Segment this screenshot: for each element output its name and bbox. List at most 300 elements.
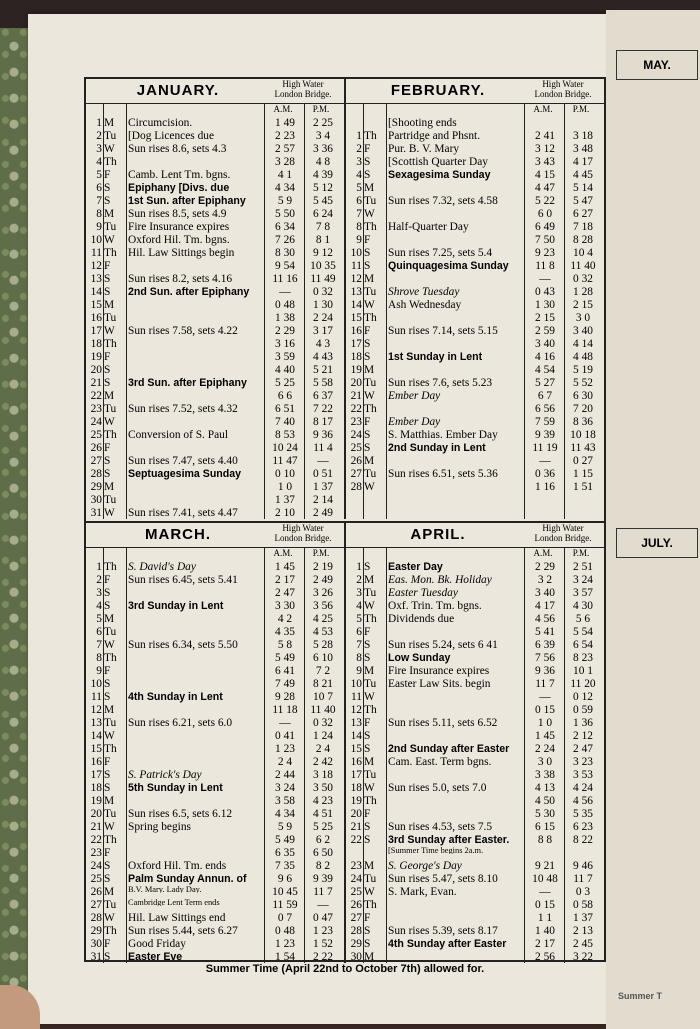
- day-row: [346, 795, 604, 808]
- month-name: APRIL.: [410, 526, 466, 543]
- day-row: [346, 665, 604, 678]
- high-water-am: 9 54: [275, 260, 295, 272]
- high-water-am: 0 7: [277, 912, 293, 924]
- weekday: W: [104, 912, 115, 924]
- month-february: [346, 79, 604, 519]
- day-number: 9: [356, 665, 362, 677]
- day-number: 28: [90, 912, 102, 924]
- high-water-pm: 4 43: [313, 351, 333, 363]
- day-row: [86, 717, 344, 730]
- high-water-pm: 7 8: [315, 221, 331, 233]
- day-row: [346, 403, 604, 416]
- day-row: [86, 873, 344, 886]
- day-note: Sun rises 6.5, sets 6.12: [128, 808, 233, 820]
- day-row: [346, 234, 604, 247]
- high-water-am: 1 40: [535, 925, 555, 937]
- day-note: Cam. East. Term bgns.: [388, 756, 492, 768]
- month-name: FEBRUARY.: [390, 82, 486, 99]
- day-row: [346, 195, 604, 208]
- day-number: 7: [356, 208, 362, 220]
- high-water-am: 3 30: [275, 600, 295, 612]
- day-list: [346, 117, 604, 494]
- high-water-pm: 9 12: [313, 247, 333, 259]
- high-water-am: 5 49: [275, 652, 295, 664]
- high-water-pm: 11 40: [310, 704, 336, 716]
- high-water-pm: 9 36: [313, 429, 333, 441]
- high-water-pm: 3 18: [573, 130, 593, 142]
- day-number: 30: [90, 494, 102, 506]
- high-water-pm: 1 15: [573, 468, 593, 480]
- high-water-am: 2 29: [275, 325, 295, 337]
- high-water-pm: 5 47: [573, 195, 593, 207]
- high-water-pm: 3 0: [575, 312, 591, 324]
- high-water-am: 9 36: [535, 665, 555, 677]
- day-number: 21: [90, 821, 102, 833]
- weekday: F: [364, 325, 371, 337]
- day-note: S. Matthias. Ember Day: [388, 429, 498, 441]
- high-water-pm: 4 8: [315, 156, 331, 168]
- high-water-am: 7 35: [275, 860, 295, 872]
- day-row: [346, 730, 604, 743]
- high-water-pm: 8 17: [313, 416, 333, 428]
- day-number: 5: [356, 613, 362, 625]
- weekday: Tu: [104, 626, 117, 638]
- weekday: F: [364, 234, 371, 246]
- high-water-pm: 6 23: [573, 821, 593, 833]
- pm-label: P.M.: [312, 548, 330, 558]
- weekday: S: [104, 678, 111, 690]
- weekday: M: [104, 481, 115, 493]
- high-water-pm: —: [317, 899, 329, 911]
- day-number: 6: [96, 626, 102, 638]
- day-note: Easter Day: [388, 561, 443, 573]
- high-water-pm: 2 49: [313, 574, 333, 586]
- high-water-pm: 0 32: [313, 717, 333, 729]
- high-water-pm: 4 51: [313, 808, 333, 820]
- day-row: [86, 481, 344, 494]
- day-number: 29: [350, 938, 362, 950]
- next-page-edge: [606, 10, 700, 1029]
- high-water-am: 0 48: [275, 925, 295, 937]
- high-water-am: 2 24: [535, 743, 555, 755]
- day-row: [86, 704, 344, 717]
- day-number: 17: [350, 769, 362, 781]
- high-water-am: 9 6: [277, 873, 293, 885]
- high-water-label: High Water London Bridge.: [274, 79, 332, 99]
- weekday: W: [104, 416, 115, 428]
- day-number: 14: [90, 286, 102, 298]
- day-number: 4: [96, 156, 102, 168]
- high-water-pm: 1 24: [313, 730, 333, 742]
- day-note: [Shooting ends: [388, 117, 457, 129]
- day-list: [86, 117, 344, 520]
- high-water-am: 1 0: [277, 481, 293, 493]
- high-water-am: 6 6: [277, 390, 293, 402]
- day-row: [86, 130, 344, 143]
- high-water-pm: 10 1: [573, 665, 593, 677]
- high-water-pm: 4 53: [313, 626, 333, 638]
- weekday: W: [104, 234, 115, 246]
- day-row: [86, 626, 344, 639]
- day-row: [86, 938, 344, 951]
- day-row: [86, 195, 344, 208]
- weekday: F: [364, 808, 371, 820]
- day-row: [346, 860, 604, 873]
- high-water-am: 6 39: [535, 639, 555, 651]
- day-row: [86, 743, 344, 756]
- day-note: Sun rises 6.34, sets 5.50: [128, 639, 238, 651]
- weekday: S: [364, 639, 371, 651]
- day-row: [346, 717, 604, 730]
- high-water-am: 3 38: [535, 769, 555, 781]
- high-water-pm: 5 54: [573, 626, 593, 638]
- day-row: [86, 678, 344, 691]
- day-row: [86, 455, 344, 468]
- high-water-am: 8 30: [275, 247, 295, 259]
- day-row: [346, 468, 604, 481]
- day-row: [86, 468, 344, 481]
- weekday: Th: [364, 312, 377, 324]
- day-number: 16: [350, 325, 362, 337]
- day-row: [86, 912, 344, 925]
- day-note: 4th Sunday after Easter: [388, 938, 507, 950]
- high-water-am: 2 59: [535, 325, 555, 337]
- day-row: [86, 665, 344, 678]
- day-number: 23: [350, 860, 362, 872]
- day-number: 23: [350, 416, 362, 428]
- high-water-pm: 2 25: [313, 117, 333, 129]
- day-row: [86, 507, 344, 520]
- high-water-pm: 3 48: [573, 143, 593, 155]
- day-row: [86, 808, 344, 821]
- day-row: [86, 286, 344, 299]
- high-water-pm: 1 23: [313, 925, 333, 937]
- day-row: [346, 286, 604, 299]
- high-water-pm: 4 48: [573, 351, 593, 363]
- high-water-am: 0 41: [275, 730, 295, 742]
- high-water-am: 6 35: [275, 847, 295, 859]
- weekday: M: [104, 299, 115, 311]
- day-row: [346, 143, 604, 156]
- weekday: Th: [104, 156, 117, 168]
- day-number: 7: [96, 195, 102, 207]
- day-row: [86, 494, 344, 507]
- weekday: S: [364, 338, 371, 350]
- high-water-pm: 6 54: [573, 639, 593, 651]
- day-note: Dividends due: [388, 613, 455, 625]
- high-water-am: 2 23: [275, 130, 295, 142]
- high-water-pm: 8 21: [313, 678, 333, 690]
- day-number: 16: [90, 312, 102, 324]
- day-number: 25: [350, 886, 362, 898]
- high-water-am: 7 40: [275, 416, 295, 428]
- day-number: 18: [90, 338, 102, 350]
- day-row: [346, 691, 604, 704]
- day-row: [346, 455, 604, 468]
- high-water-pm: 2 47: [573, 743, 593, 755]
- day-number: 19: [350, 364, 362, 376]
- day-number: 26: [350, 899, 362, 911]
- high-water-am: 6 34: [275, 221, 295, 233]
- high-water-am: 9 21: [535, 860, 555, 872]
- day-note: Circumcision.: [128, 117, 193, 129]
- day-row: [346, 117, 604, 130]
- day-row: [86, 652, 344, 665]
- weekday: S: [364, 730, 371, 742]
- weekday: S: [364, 156, 371, 168]
- high-water-pm: 3 50: [313, 782, 333, 794]
- day-note: 2nd Sun. after Epiphany: [128, 286, 250, 298]
- weekday: W: [104, 730, 115, 742]
- weekday: Tu: [104, 221, 117, 233]
- weekday: W: [364, 390, 375, 402]
- day-note: Half-Quarter Day: [388, 221, 469, 233]
- weekday: F: [104, 756, 111, 768]
- day-number: 12: [90, 704, 102, 716]
- high-water-am: 3 43: [535, 156, 555, 168]
- day-number: 13: [350, 286, 362, 298]
- high-water-pm: —: [317, 455, 329, 467]
- day-note: Eas. Mon. Bk. Holiday: [388, 574, 492, 586]
- day-number: 16: [350, 756, 362, 768]
- high-water-pm: 3 17: [313, 325, 333, 337]
- day-row: [86, 600, 344, 613]
- weekday: F: [104, 442, 111, 454]
- day-number: 14: [350, 730, 362, 742]
- day-row: [346, 561, 604, 574]
- day-note: 3rd Sun. after Epiphany: [128, 377, 247, 389]
- high-water-am: 4 50: [535, 795, 555, 807]
- high-water-am: 6 41: [275, 665, 295, 677]
- day-note: Sun rises 7.25, sets 5.4: [388, 247, 493, 259]
- day-number: 3: [96, 587, 102, 599]
- high-water-pm: 7 22: [313, 403, 333, 415]
- next-page-july-header: JULY.: [616, 528, 698, 558]
- day-note: S. Patrick's Day: [128, 769, 202, 781]
- weekday: F: [104, 260, 111, 272]
- day-number: 23: [90, 403, 102, 415]
- high-water-am: 3 40: [535, 338, 555, 350]
- weekday: S: [364, 743, 371, 755]
- high-water-am: 1 0: [537, 717, 553, 729]
- day-row: [346, 782, 604, 795]
- high-water-pm: 5 14: [573, 182, 593, 194]
- weekday: M: [104, 795, 115, 807]
- high-water-am: 2 4: [277, 756, 293, 768]
- high-water-pm: 5 21: [313, 364, 333, 376]
- weekday: W: [104, 325, 115, 337]
- high-water-pm: 0 32: [573, 273, 593, 285]
- high-water-am: 11 59: [272, 899, 298, 911]
- day-number: 4: [356, 600, 362, 612]
- high-water-am: 3 24: [275, 782, 295, 794]
- day-number: 15: [350, 312, 362, 324]
- day-note: Pur. B. V. Mary: [388, 143, 460, 155]
- day-number: 21: [90, 377, 102, 389]
- high-water-pm: 6 27: [573, 208, 593, 220]
- high-water-am: 1 23: [275, 938, 295, 950]
- high-water-am: 5 30: [535, 808, 555, 820]
- day-note: Oxf. Trin. Tm. bgns.: [388, 600, 482, 612]
- day-number: 25: [90, 429, 102, 441]
- day-note: Sun rises 5.39, sets 8.17: [388, 925, 498, 937]
- day-note: Sun rises 7.47, sets 4.40: [128, 455, 238, 467]
- weekday: M: [364, 364, 375, 376]
- weekday: W: [364, 208, 375, 220]
- weekday: M: [364, 182, 375, 194]
- day-row: [86, 429, 344, 442]
- day-number: 16: [90, 756, 102, 768]
- weekday: Tu: [104, 808, 117, 820]
- day-row: [346, 704, 604, 717]
- weekday: Tu: [364, 587, 377, 599]
- high-water-am: 7 49: [275, 678, 295, 690]
- weekday: Th: [104, 652, 117, 664]
- weekday: S: [364, 652, 371, 664]
- weekday: W: [364, 600, 375, 612]
- day-number: 6: [356, 195, 362, 207]
- high-water-pm: 1 37: [313, 481, 333, 493]
- day-note: Spring begins: [128, 821, 191, 833]
- day-row: [346, 574, 604, 587]
- high-water-am: 5 27: [535, 377, 555, 389]
- day-number: 14: [90, 730, 102, 742]
- day-number: 8: [96, 208, 102, 220]
- weekday: M: [364, 574, 375, 586]
- day-number: 27: [90, 455, 102, 467]
- high-water-pm: 9 46: [573, 860, 593, 872]
- day-row: [86, 208, 344, 221]
- high-water-am: 5 9: [277, 821, 293, 833]
- day-number: 28: [350, 925, 362, 937]
- day-row: [346, 351, 604, 364]
- day-number: 13: [90, 273, 102, 285]
- weekday: F: [364, 912, 371, 924]
- day-number: 7: [356, 639, 362, 651]
- weekday: S: [104, 195, 111, 207]
- am-label: A.M.: [533, 548, 553, 558]
- day-row: [86, 574, 344, 587]
- day-note: Sun rises 5.24, sets 6 41: [388, 639, 498, 651]
- day-number: 9: [96, 221, 102, 233]
- weekday: F: [104, 169, 111, 181]
- high-water-am: 3 0: [537, 756, 553, 768]
- weekday: Th: [364, 613, 377, 625]
- high-water-am: 10 45: [272, 886, 298, 898]
- day-row: [346, 221, 604, 234]
- day-number: 13: [350, 717, 362, 729]
- high-water-am: 2 10: [275, 507, 295, 519]
- high-water-am: 5 8: [277, 639, 293, 651]
- day-note: 3rd Sunday in Lent: [128, 600, 224, 612]
- high-water-am: —: [539, 886, 551, 898]
- high-water-pm: 6 10: [313, 652, 333, 664]
- day-number: 4: [96, 600, 102, 612]
- high-water-am: 4 34: [275, 182, 295, 194]
- weekday: M: [104, 208, 115, 220]
- weekday: F: [364, 717, 371, 729]
- high-water-pm: 2 12: [573, 730, 593, 742]
- weekday: S: [104, 782, 111, 794]
- day-number: 8: [96, 652, 102, 664]
- high-water-pm: 0 47: [313, 912, 333, 924]
- day-number: 15: [90, 299, 102, 311]
- high-water-pm: 11 49: [310, 273, 336, 285]
- day-number: 6: [96, 182, 102, 194]
- day-row: [86, 834, 344, 847]
- high-water-pm: 3 18: [313, 769, 333, 781]
- day-note: Ember Day: [388, 390, 441, 402]
- day-note: Hil. Law Sittings begin: [128, 247, 235, 259]
- day-note: Sun rises 5.47, sets 8.10: [388, 873, 498, 885]
- weekday: W: [364, 481, 375, 493]
- high-water-pm: 11 40: [570, 260, 596, 272]
- weekday: S: [364, 821, 371, 833]
- high-water-pm: 10 18: [570, 429, 596, 441]
- high-water-pm: 4 14: [573, 338, 593, 350]
- weekday: S: [104, 286, 111, 298]
- high-water-am: 2 57: [275, 143, 295, 155]
- day-number: 19: [90, 795, 102, 807]
- day-number: 2: [96, 574, 102, 586]
- month-january: [86, 79, 346, 519]
- high-water-am: —: [539, 455, 551, 467]
- day-row: [86, 442, 344, 455]
- day-number: 26: [350, 455, 362, 467]
- high-water-am: 1 49: [275, 117, 295, 129]
- high-water-pm: 4 25: [313, 613, 333, 625]
- high-water-label: High Water London Bridge.: [274, 523, 332, 543]
- day-note: Sun rises 6.51, sets 5.36: [388, 468, 498, 480]
- weekday: M: [104, 886, 115, 898]
- high-water-am: 0 48: [275, 299, 295, 311]
- high-water-pm: 4 30: [573, 600, 593, 612]
- day-note: Septuagesima Sunday: [128, 468, 242, 480]
- day-row: [86, 899, 344, 912]
- high-water-am: 5 22: [535, 195, 555, 207]
- high-water-am: 2 56: [535, 951, 555, 963]
- weekday: S: [364, 247, 371, 259]
- day-note: Sun rises 7.32, sets 4.58: [388, 195, 498, 207]
- day-row: [346, 208, 604, 221]
- high-water-pm: 8 2: [315, 860, 331, 872]
- day-row: [346, 182, 604, 195]
- weekday: Th: [364, 130, 377, 142]
- high-water-am: 4 40: [275, 364, 295, 376]
- high-water-pm: 1 30: [313, 299, 333, 311]
- day-row: [86, 795, 344, 808]
- day-number: 20: [350, 377, 362, 389]
- day-note: Easter Tuesday: [388, 587, 458, 599]
- high-water-pm: 6 24: [313, 208, 333, 220]
- day-row: [86, 234, 344, 247]
- high-water-am: 2 44: [275, 769, 295, 781]
- day-number: 9: [96, 665, 102, 677]
- day-row: [86, 782, 344, 795]
- day-row: [86, 377, 344, 390]
- high-water-pm: 3 53: [573, 769, 593, 781]
- high-water-am: 3 16: [275, 338, 295, 350]
- day-number: 22: [350, 834, 362, 846]
- day-row: [346, 899, 604, 912]
- high-water-pm: 11 7: [573, 873, 593, 885]
- high-water-am: 2 17: [275, 574, 295, 586]
- high-water-am: 7 26: [275, 234, 295, 246]
- high-water-pm: 4 24: [573, 782, 593, 794]
- day-row: [346, 338, 604, 351]
- day-row: [346, 416, 604, 429]
- day-row: [346, 130, 604, 143]
